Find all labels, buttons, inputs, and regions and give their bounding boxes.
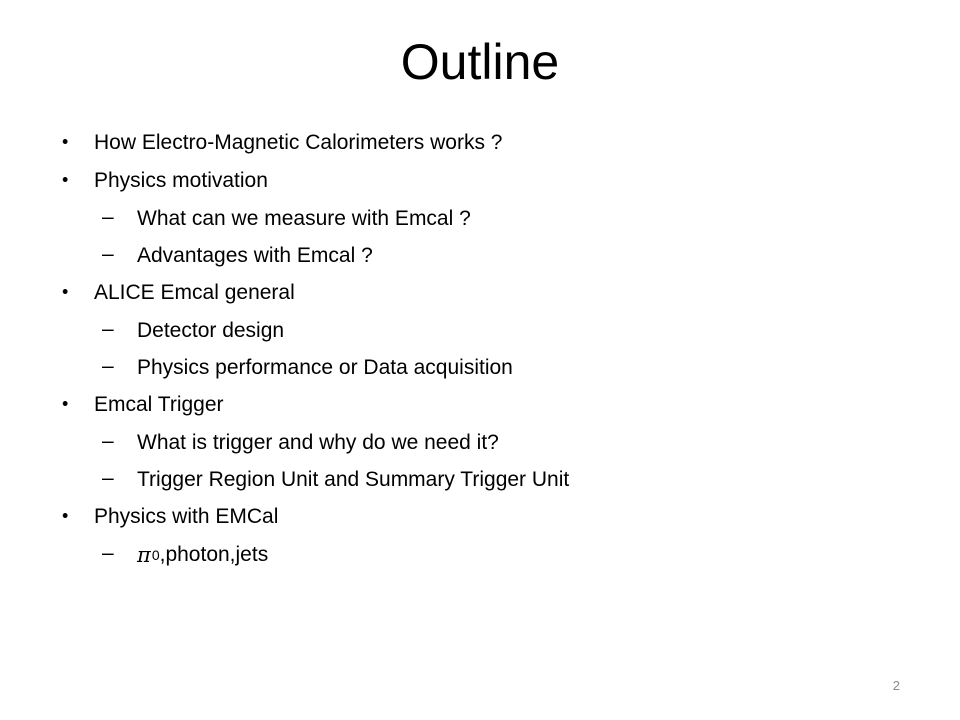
bullet-item: [60, 274, 920, 312]
sub-bullet-item: [60, 237, 920, 274]
sub-bullet-text: ,photon,jets: [159, 542, 269, 566]
outline-list: [60, 124, 920, 573]
bullet-item: [60, 386, 920, 424]
bullet-text: ALICE Emcal general: [94, 281, 295, 304]
dash-marker: –: [102, 205, 114, 229]
bullet-text: Emcal Trigger: [94, 393, 224, 416]
sub-bullet-item: [60, 200, 920, 237]
sub-bullet-item: [60, 424, 920, 461]
bullet-item: [60, 162, 920, 200]
bullet-marker: •: [62, 393, 69, 414]
page-number: 2: [892, 678, 900, 693]
slide-title: Outline: [400, 34, 560, 90]
bullet-item: [60, 124, 920, 162]
bullet-text: Physics with EMCal: [94, 505, 279, 528]
dash-marker: –: [102, 317, 114, 341]
sub-bullet-text: Advantages with Emcal ?: [137, 243, 373, 267]
sub-bullet-item: [60, 349, 920, 386]
bullet-text: Physics motivation: [94, 169, 268, 192]
sub-bullet-text: Trigger Region Unit and Summary Trigger Unit: [137, 467, 570, 491]
pi-symbol: π: [137, 542, 151, 567]
sub-bullet-item: [60, 312, 920, 349]
bullet-marker: •: [62, 169, 69, 190]
bullet-text: How Electro-Magnetic Calorimeters works ?: [94, 131, 503, 154]
dash-marker: –: [102, 429, 114, 453]
sub-bullet-text: What can we measure with Emcal ?: [137, 206, 471, 230]
bullet-marker: •: [62, 281, 69, 302]
bullet-item: [60, 498, 920, 536]
dash-marker: –: [102, 354, 114, 378]
dash-marker: –: [102, 242, 114, 266]
bullet-marker: •: [62, 505, 69, 526]
bullet-marker: •: [62, 131, 69, 152]
superscript-zero: 0: [151, 546, 160, 563]
sub-bullet-text: Detector design: [137, 318, 285, 342]
sub-bullet-item: [60, 461, 920, 498]
dash-marker: –: [102, 466, 114, 490]
sub-bullet-text: Physics performance or Data acquisition: [137, 355, 513, 379]
sub-bullet-item: [60, 536, 920, 573]
sub-bullet-text: What is trigger and why do we need it?: [137, 430, 499, 454]
dash-marker: –: [102, 541, 114, 565]
